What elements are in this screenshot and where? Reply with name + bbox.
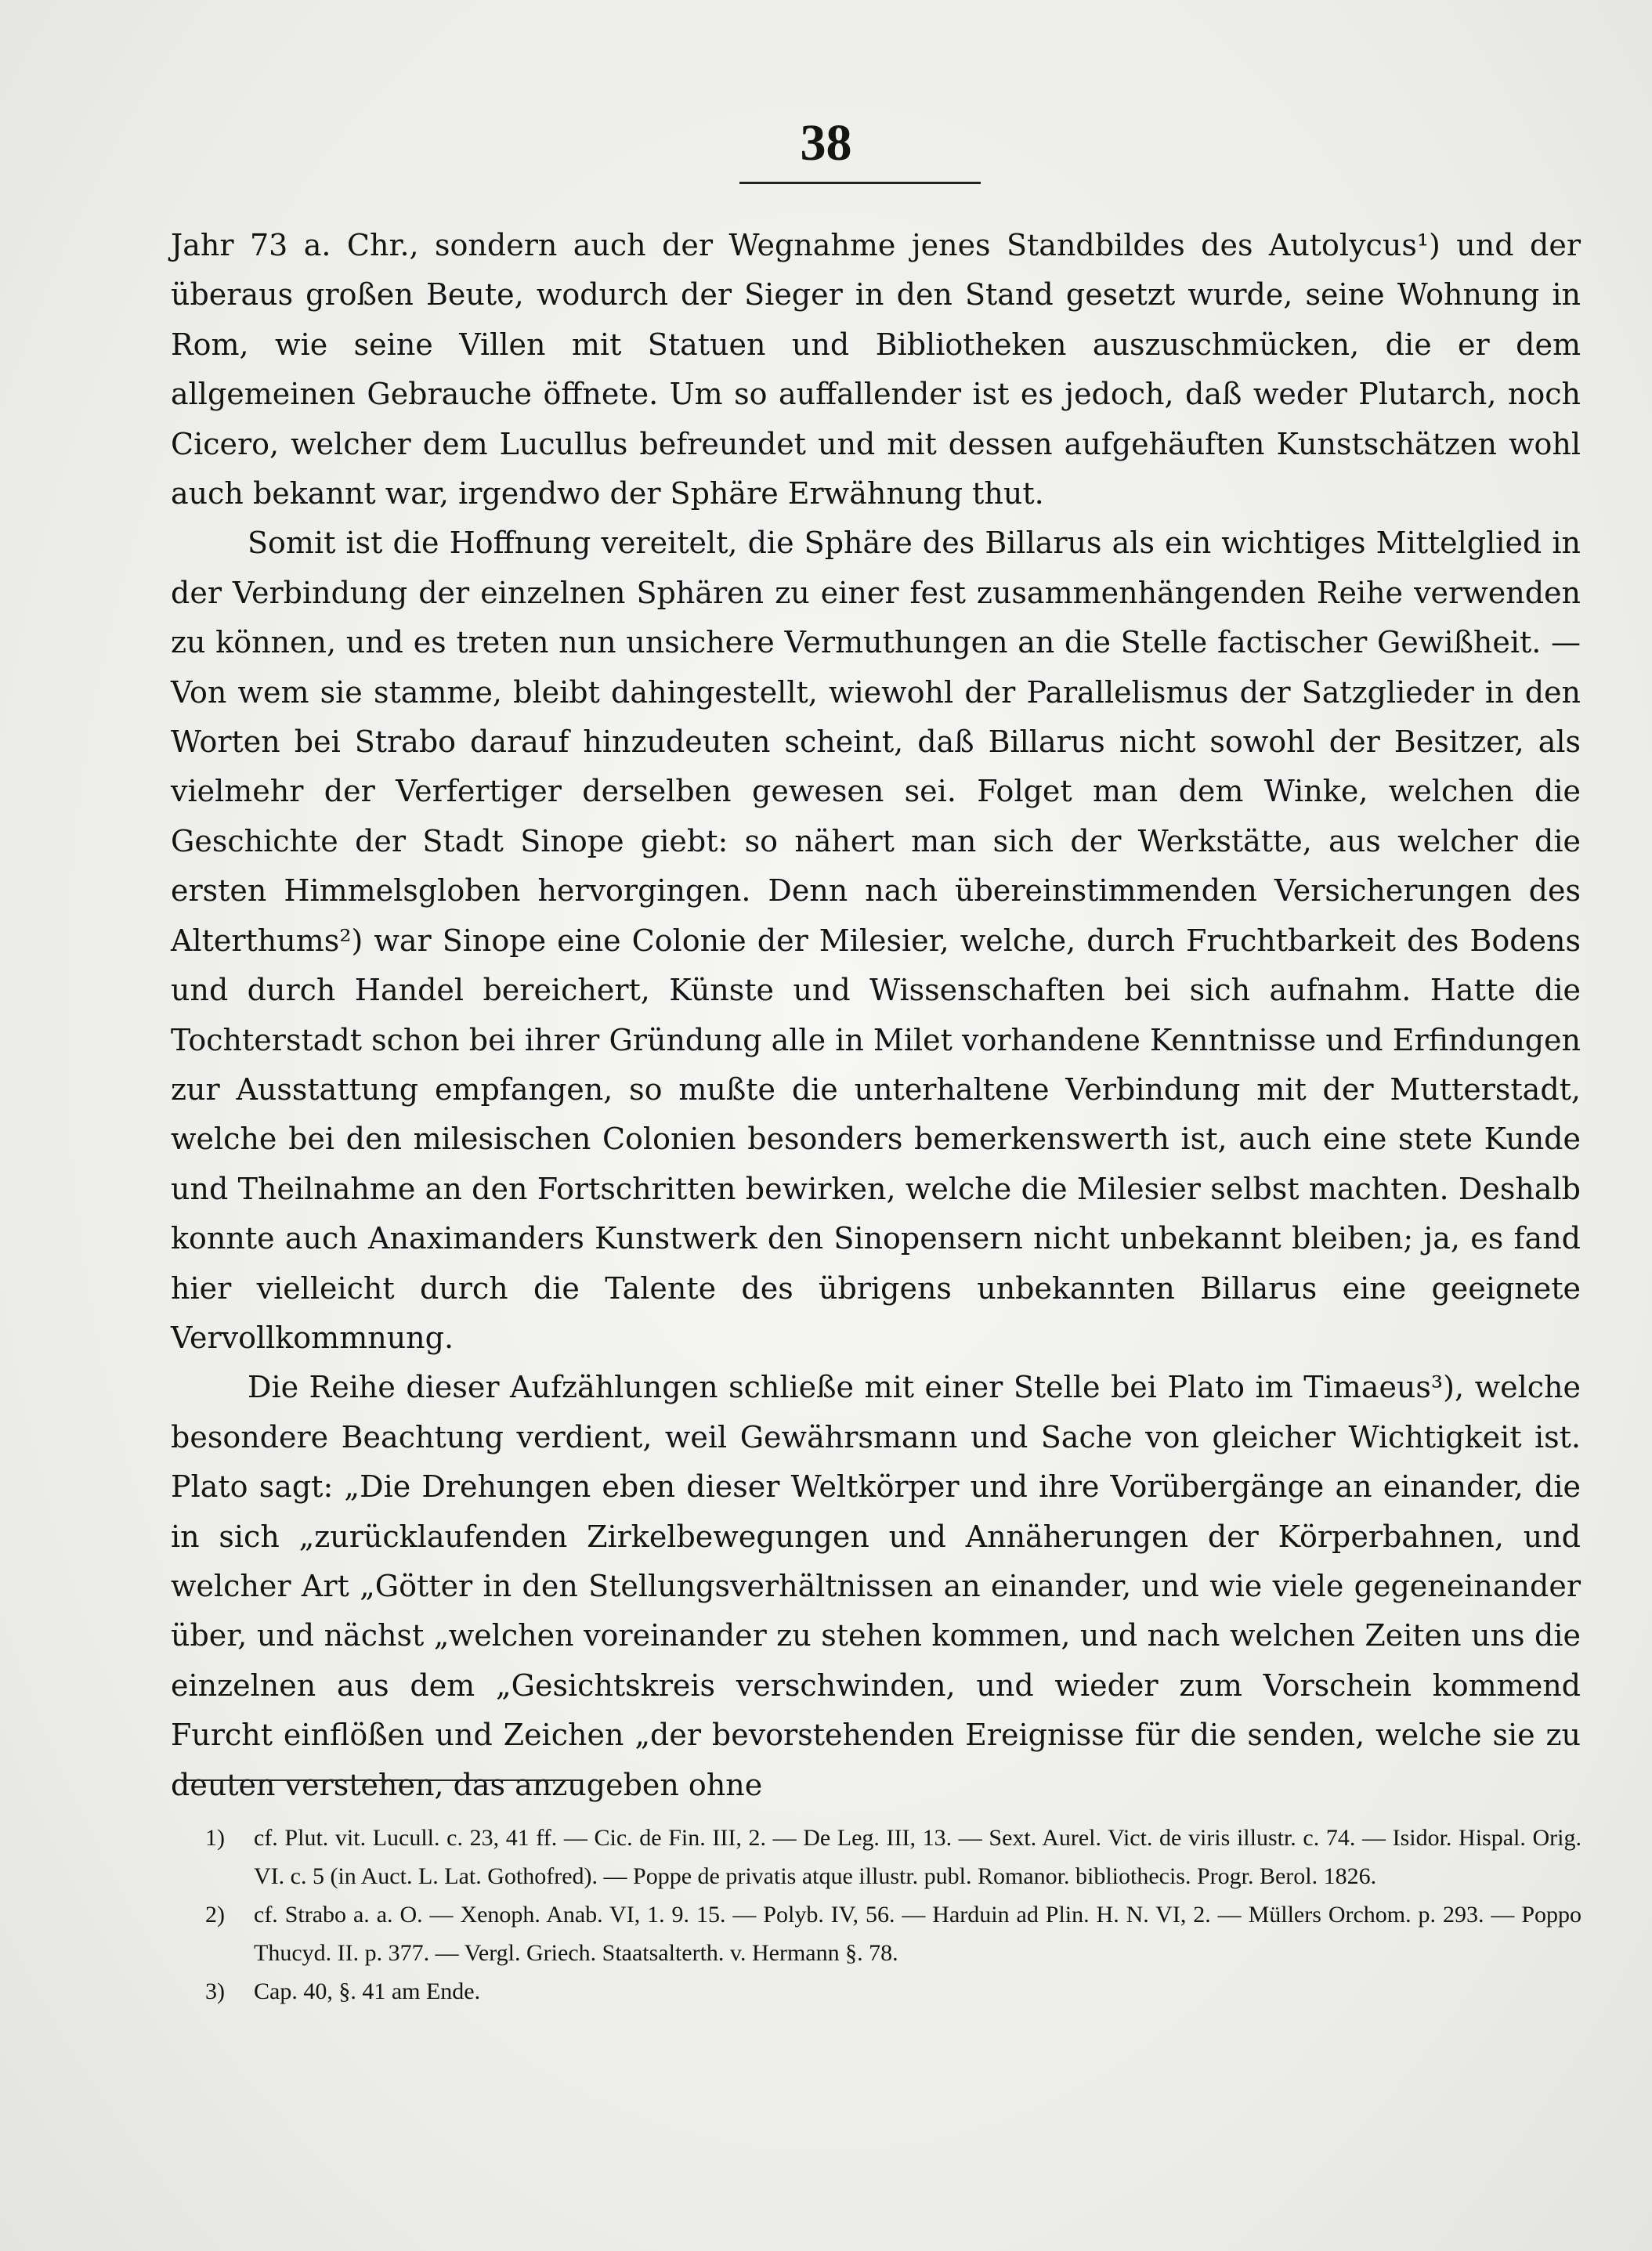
footnote-number: 1)	[205, 1825, 225, 1851]
paragraph-3: Die Reihe dieser Aufzählungen schließe mit einer Stelle bei Plato im Timaeus³), welche besondere Beachtung verdient, weil Gewährsmann und Sache von gleicher Wichtigkeit ist. Plato sagt: „Die Drehungen eben dieser Weltkörper und ihre Vorübergänge an einander, die in sich „zurücklaufenden Zirkelbewegungen und Annäherungen der Körperbahnen, und welcher Art „Götter in den Stellungsverhältnissen an einander, und wie viele gegeneinander über, und nächst „welchen voreinander zu stehen kommen, und nach welchen Zeiten uns die einzelnen aus dem „Gesichtskreis verschwinden, und wieder zum Vorschein kommend Furcht einflößen und Zeichen „der bevorstehenden Ereignisse für die senden, welche sie zu deuten verstehen, das anzugeben ohne	[171, 1370, 1581, 1802]
body-text	[171, 221, 1581, 1810]
footnote-number: 2)	[205, 1902, 225, 1928]
paragraph-2: Somit ist die Hoffnung vereitelt, die Sphäre des Billarus als ein wichtiges Mittelglied in der Verbindung der einzelnen Sphären zu einer fest zusammenhängenden Reihe verwenden zu können, und es treten nun unsichere Vermuthungen an die Stelle factischer Gewißheit. — Von wem sie stamme, bleibt dahingestellt, wiewohl der Parallelismus der Satzglieder in den Worten bei Strabo darauf hinzudeuten scheint, daß Billarus nicht sowohl der Besitzer, als vielmehr der Verfertiger derselben gewesen sei. Folget man dem Winke, welchen die Geschichte der Stadt Sinope giebt: so nähert man sich der Werkstätte, aus welcher die ersten Himmelsgloben hervorgingen. Denn nach übereinstimmenden Versicherungen des Alterthums²) war Sinope eine Colonie der Milesier, welche, durch Fruchtbarkeit des Bodens und durch Handel bereichert, Künste und Wissenschaften bei sich aufnahm. Hatte die Tochterstadt schon bei ihrer Gründung alle in Milet vorhandene Kenntnisse und Erfindungen zur Ausstattung empfangen, so mußte die unterhaltene Verbindung mit der Mutterstadt, welche bei den milesischen Colonien besonders bemerkenswerth ist, auch eine stete Kunde und Theilnahme an den Fortschritten bewirken, welche die Milesier selbst machten. Deshalb konnte auch Anaximanders Kunstwerk den Sinopensern nicht unbekannt bleiben; ja, es fand hier vielleicht durch die Talente des übrigens unbekannten Billarus eine geeignete Vervollkommnung.	[171, 526, 1581, 1355]
footnote-2	[205, 1895, 1582, 1972]
footnote-rule	[182, 1779, 580, 1781]
footnote-text: cf. Strabo a. a. O. — Xenoph. Anab. VI, 1. 9. 15. — Polyb. IV, 56. — Harduin ad Plin. H. N. VI, 2. — Müllers Orchom. p. 293. — Poppo Thucyd. II. p. 377. — Vergl. Griech. Staatsalterth. v. Hermann §. 78.	[254, 1902, 1582, 1966]
header-rule	[739, 182, 981, 184]
footnote-number: 3)	[205, 1978, 225, 2004]
footnote-text: cf. Plut. vit. Lucull. c. 23, 41 ff. — Cic. de Fin. III, 2. — De Leg. III, 13. — Sext. Aurel. Vict. de viris illustr. c. 74. — Isidor. Hispal. Orig. VI. c. 5 (in Auct. L. Lat. Gothofred). — Poppe de privatis atque illustr. publ. Romanor. bibliothecis. Progr. Berol. 1826.	[254, 1825, 1582, 1889]
paragraph-1: Jahr 73 a. Chr., sondern auch der Wegnahme jenes Standbildes des Autolycus¹) und der überaus großen Beute, wodurch der Sieger in den Stand gesetzt wurde, seine Wohnung in Rom, wie seine Villen mit Statuen und Bibliotheken auszuschmücken, die er dem allgemeinen Gebrauche öffnete. Um so auffallender ist es jedoch, daß weder Plutarch, noch Cicero, welcher dem Lucullus befreundet und mit dessen aufgehäuften Kunstschätzen wohl auch bekannt war, irgendwo der Sphäre Erwähnung thut.	[171, 228, 1581, 511]
footnotes	[205, 1819, 1582, 2011]
footnote-1	[205, 1819, 1582, 1895]
footnote-3	[205, 1972, 1582, 2011]
page-number: 38	[800, 114, 852, 172]
footnote-text: Cap. 40, §. 41 am Ende.	[254, 1978, 481, 2004]
